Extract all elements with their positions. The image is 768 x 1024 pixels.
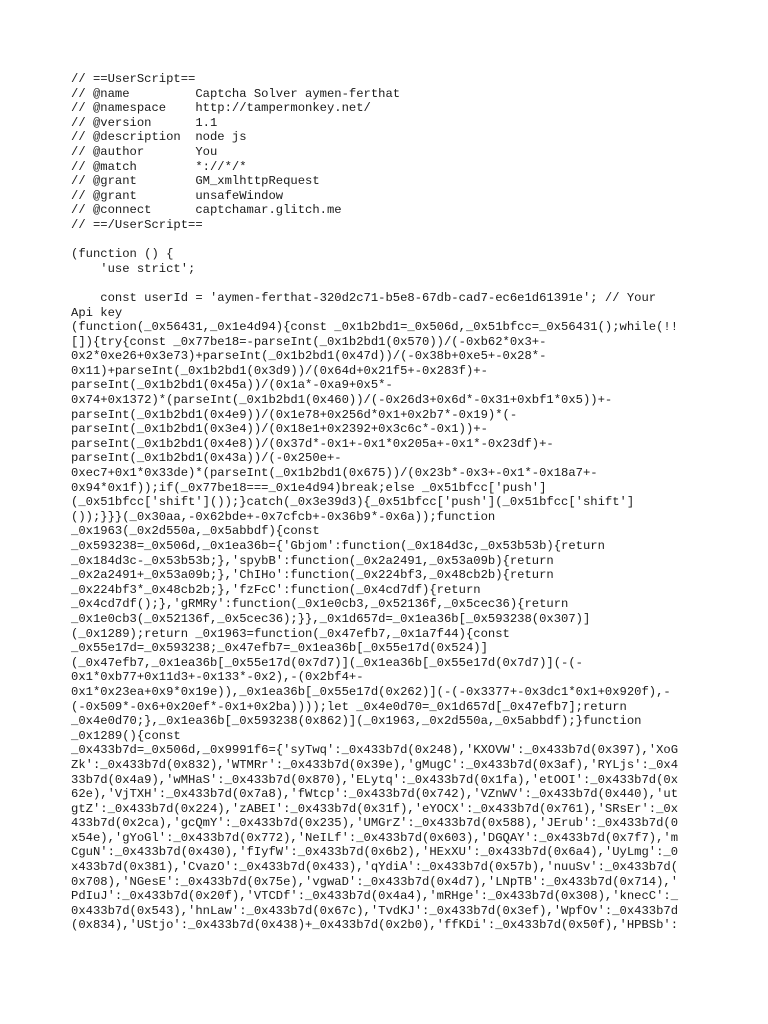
header-line: // @match *://*/* <box>71 159 247 174</box>
code-line: 0x708),'NGesE':_0x433b7d(0x75e),'vgwaD':_0x433b7d(0x4d7),'LNpTB':_0x433b7d(0x714),' <box>71 874 679 889</box>
userscript-header <box>71 72 701 233</box>
code-line: Api key <box>71 305 123 320</box>
function-open-line: 'use strict'; <box>71 261 196 276</box>
code-line: 62e),'VjTXH':_0x433b7d(0x7a8),'fWtcp':_0x433b7d(0x742),'VZnWV':_0x433b7d(0x440),'ut <box>71 787 679 802</box>
code-line: 0x433b7d(0x543),'hnLaw':_0x433b7d(0x67c),'TvdKJ':_0x433b7d(0x3ef),'WpfOv':_0x433b7d <box>71 903 679 918</box>
code-line: (_0x1289);return _0x1963=function(_0x47efb7,_0x1a7f44){const <box>71 626 510 641</box>
code-line: 0xec7+0x1*0x33de)*(parseInt(_0x1b2bd1(0x675))/(0x23b*-0x3+-0x1*-0x18a7+- <box>71 466 598 481</box>
code-line: x54e),'gYoGl':_0x433b7d(0x772),'NeILf':_0x433b7d(0x603),'DGQAY':_0x433b7d(0x7f7),'m <box>71 830 679 845</box>
code-line: (_0x47efb7,_0x1ea36b[_0x55e17d(0x7d7)](_0x1ea36b[_0x55e17d(0x7d7)](-(- <box>71 655 583 670</box>
header-line: // @grant GM_xmlhttpRequest <box>71 174 320 189</box>
code-line: _0x433b7d=_0x506d,_0x9991f6={'syTwq':_0x433b7d(0x248),'KXOVW':_0x433b7d(0x397),'XoG <box>71 743 679 758</box>
code-line: _0x1289(){const <box>71 728 181 743</box>
code-line: (-0x509*-0x6+0x20ef*-0x1+0x2ba))));let _0x4e0d70=_0x1d657d[_0x47efb7];return <box>71 699 627 714</box>
source-code-block <box>71 72 701 933</box>
code-line: 0x2*0xe26+0x3e73)+parseInt(_0x1b2bd1(0x47d))/(-0x38b+0xe5+-0x28*- <box>71 349 547 364</box>
code-line: _0x224bf3*_0x48cb2b;},'fzFcC':function(_0x4cd7df){return <box>71 582 481 597</box>
code-line: parseInt(_0x1b2bd1(0x43a))/(-0x250e+- <box>71 451 342 466</box>
code-line: _0x55e17d=_0x593238;_0x47efb7=_0x1ea36b[_0x55e17d(0x524)] <box>71 641 488 656</box>
code-line: parseInt(_0x1b2bd1(0x4e9))/(0x1e78+0x256d*0x1+0x2b7*-0x19)*(- <box>71 407 518 422</box>
code-line: gtZ':_0x433b7d(0x224),'zABEI':_0x433b7d(0x31f),'eYOCX':_0x433b7d(0x761),'SRsEr':_0x <box>71 801 679 816</box>
code-line: _0x184d3c-_0x53b53b;},'spybB':function(_0x2a2491,_0x53a09b){return <box>71 553 554 568</box>
function-open-line: (function () { <box>71 247 174 262</box>
code-line: parseInt(_0x1b2bd1(0x3e4))/(0x18e1+0x2392+0x3c6c*-0x1))+- <box>71 422 488 437</box>
code-line: PdIuJ':_0x433b7d(0x20f),'VTCDf':_0x433b7d(0x4a4),'mRHge':_0x433b7d(0x308),'knecC':_ <box>71 889 679 904</box>
header-line: // ==/UserScript== <box>71 217 203 232</box>
code-line: (0x834),'UStjo':_0x433b7d(0x438)+_0x433b7d(0x2b0),'ffKDi':_0x433b7d(0x50f),'HPBSb': <box>71 918 679 933</box>
code-line: 0x1*0xb77+0x11d3+-0x133*-0x2),-(0x2bf4+- <box>71 670 364 685</box>
code-line: _0x593238=_0x506d,_0x1ea36b={'Gbjom':function(_0x184d3c,_0x53b53b){return <box>71 539 605 553</box>
blank-line <box>71 233 701 248</box>
code-line: _0x4cd7df();},'gRMRy':function(_0x1e0cb3,_0x52136f,_0x5cec36){return <box>71 597 569 612</box>
code-line: 0x74+0x1372)*(parseInt(_0x1b2bd1(0x460))/(-0x26d3+0x6d*-0x31+0xbf1*0x5))+- <box>71 393 613 408</box>
code-line: (function(_0x56431,_0x1e4d94){const _0x1b2bd1=_0x506d,_0x51bfcc=_0x56431();while(!! <box>71 320 679 335</box>
code-line: 0x94*0x1f));if(_0x77be18===_0x1e4d94)break;else _0x51bfcc['push'] <box>71 480 547 495</box>
code-line: 433b7d(0x2ca),'gcQmY':_0x433b7d(0x235),'UMGrZ':_0x433b7d(0x588),'JErub':_0x433b7d(0 <box>71 816 679 831</box>
code-line: _0x1963(_0x2d550a,_0x5abbdf){const <box>71 524 320 539</box>
header-line: // @name Captcha Solver aymen-ferthat <box>71 86 401 101</box>
code-line: CguN':_0x433b7d(0x430),'fIyfW':_0x433b7d(0x6b2),'HExXU':_0x433b7d(0x6a4),'UyLmg':_0 <box>71 845 679 860</box>
code-line: x433b7d(0x381),'CvazO':_0x433b7d(0x433),'qYdiA':_0x433b7d(0x57b),'nuuSv':_0x433b7d( <box>71 860 679 875</box>
code-line: ());}}}(_0x30aa,-0x62bde+-0x7cfcb+-0x36b9*-0x6a));function <box>71 509 496 524</box>
function-open <box>71 247 701 276</box>
code-line: _0x2a2491+_0x53a09b;},'ChIHo':function(_0x224bf3,_0x48cb2b){return <box>71 568 554 583</box>
code-line: _0x1e0cb3(_0x52136f,_0x5cec36);}},_0x1d657d=_0x1ea36b[_0x593238(0x307)] <box>71 611 591 626</box>
code-line: _0x4e0d70;},_0x1ea36b[_0x593238(0x862)](_0x1963,_0x2d550a,_0x5abbdf);}function <box>71 714 642 729</box>
header-line: // @description node js <box>71 130 247 145</box>
code-line: []){try{const _0x77be18=-parseInt(_0x1b2bd1(0x570))/(-0xb62*0x3+- <box>71 334 547 349</box>
obfuscated-code <box>71 291 701 933</box>
code-line: const userId = 'aymen-ferthat-320d2c71-b5e8-67db-cad7-ec6e1d61391e'; // Your <box>71 290 657 305</box>
code-line: (_0x51bfcc['shift']());}catch(_0x3e39d3){_0x51bfcc['push'](_0x51bfcc['shift'] <box>71 495 635 510</box>
code-line: 0x11)+parseInt(_0x1b2bd1(0x3d9))/(0x64d+0x21f5+-0x283f)+- <box>71 363 488 378</box>
code-line: Zk':_0x433b7d(0x832),'WTMRr':_0x433b7d(0x39e),'gMugC':_0x433b7d(0x3af),'RYLjs':_0x4 <box>71 757 679 772</box>
code-line: 0x1*0x23ea+0x9*0x19e)),_0x1ea36b[_0x55e17d(0x262)](-(-0x3377+-0x3dc1*0x1+0x920f),- <box>71 684 671 699</box>
header-line: // @connect captchamar.glitch.me <box>71 203 342 218</box>
header-line: // @version 1.1 <box>71 115 218 130</box>
header-line: // @grant unsafeWindow <box>71 188 284 203</box>
header-line: // ==UserScript== <box>71 72 196 86</box>
code-line: parseInt(_0x1b2bd1(0x4e8))/(0x37d*-0x1+-0x1*0x205a+-0x1*-0x23df)+- <box>71 436 554 451</box>
code-line: 33b7d(0x4a9),'wMHaS':_0x433b7d(0x870),'ELytq':_0x433b7d(0x1fa),'etOOI':_0x433b7d(0x <box>71 772 679 787</box>
code-line: parseInt(_0x1b2bd1(0x45a))/(0x1a*-0xa9+0x5*- <box>71 378 393 393</box>
header-line: // @author You <box>71 144 218 159</box>
header-line: // @namespace http://tampermonkey.net/ <box>71 101 371 116</box>
blank-line <box>71 276 701 291</box>
